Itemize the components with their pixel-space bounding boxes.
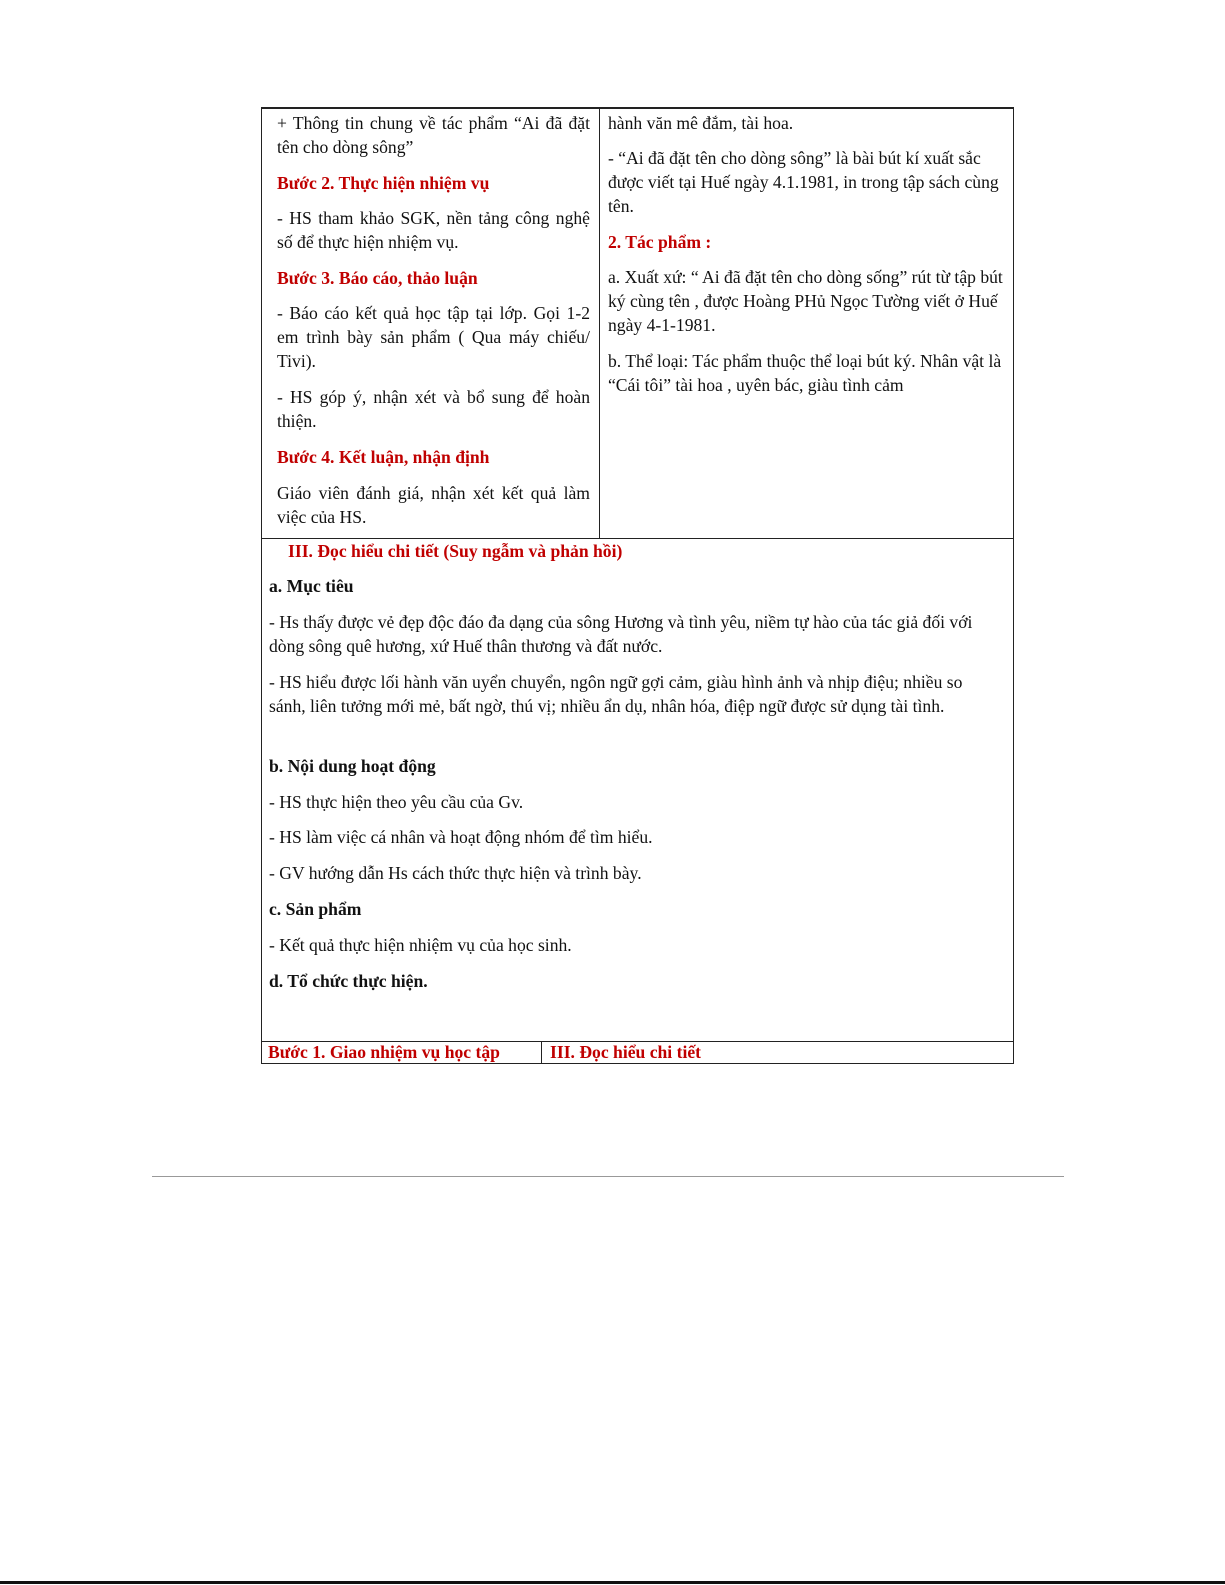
left-cell-2 xyxy=(277,206,590,254)
goal-paragraph: - Hs thấy được vẻ đẹp độc đáo đa dạng của sông Hương và tình yêu, niềm tự hào của tác giả đối với dòng sông quê hương, xứ Huế thân thương và đất nước. xyxy=(269,612,973,656)
left-cell-6 xyxy=(277,445,590,469)
left-cell-0 xyxy=(277,111,590,159)
content-table xyxy=(261,107,1014,539)
left-paragraph: Giáo viên đánh giá, nhận xét kết quả làm việc của HS. xyxy=(277,483,590,527)
page-divider xyxy=(152,1176,1064,1177)
step-heading: Bước 4. Kết luận, nhận định xyxy=(277,447,490,467)
step-heading: Bước 3. Báo cáo, thảo luận xyxy=(277,268,478,288)
bottom-table-row xyxy=(261,1041,1014,1064)
left-paragraph: + Thông tin chung về tác phẩm “Ai đã đặt tên cho dòng sông” xyxy=(277,113,590,157)
content-paragraph: - HS làm việc cá nhân và hoạt động nhóm để tìm hiểu. xyxy=(269,827,653,847)
goal-paragraph: - HS hiểu được lối hành văn uyển chuyển, ngôn ngữ gợi cảm, giàu hình ảnh và nhịp điệu; nhiều so sánh, liên tưởng mới mẻ, bất ngờ, thú vị; nhiều ẩn dụ, nhân hóa, điệp ngữ được sử dụng tài tình. xyxy=(269,672,963,716)
right-cell-1 xyxy=(608,146,1003,218)
right-cell-3 xyxy=(608,265,1003,337)
bottom-right-cell xyxy=(550,1040,701,1064)
product-paragraph: - Kết quả thực hiện nhiệm vụ của học sinh. xyxy=(269,935,572,955)
section-heading: III. Đọc hiểu chi tiết (Suy ngẫm và phản hồi) xyxy=(288,541,623,561)
right-cell-4 xyxy=(608,349,1003,397)
right-paragraph: a. Xuất xứ: “ Ai đã đặt tên cho dòng sống” rút từ tập bút ký cùng tên , được Hoàng PHủ Ngọc Tường viết ở Huế ngày 4-1-1981. xyxy=(608,267,1003,335)
left-cell-7 xyxy=(277,481,590,529)
step-heading: Bước 2. Thực hiện nhiệm vụ xyxy=(277,173,490,193)
table-right-column xyxy=(600,109,1013,538)
left-cell-4 xyxy=(277,301,590,373)
content-1-row xyxy=(269,790,993,814)
product-title: c. Sản phẩm xyxy=(269,899,362,919)
goal-title-row xyxy=(269,574,993,598)
product-1-row xyxy=(269,933,993,957)
left-paragraph: - Báo cáo kết quả học tập tại lớp. Gọi 1-2 em trình bày sản phẩm ( Qua máy chiếu/ Tivi). xyxy=(277,303,590,371)
page-bottom-border xyxy=(0,1581,1225,1584)
section-heading-works: 2. Tác phẩm : xyxy=(608,232,712,252)
bottom-separator xyxy=(541,1042,542,1063)
goal-title: a. Mục tiêu xyxy=(269,576,354,596)
goal-2-row xyxy=(269,670,993,718)
left-paragraph: - HS tham khảo SGK, nền tảng công nghệ số để thực hiện nhiệm vụ. xyxy=(277,208,590,252)
right-paragraph: hành văn mê đắm, tài hoa. xyxy=(608,113,794,133)
right-cell-2 xyxy=(608,230,1003,254)
product-title-row xyxy=(269,897,993,921)
left-cell-5 xyxy=(277,385,590,433)
right-paragraph: b. Thể loại: Tác phẩm thuộc thể loại bút ký. Nhân vật là “Cái tôi” tài hoa , uyên bác, giàu tình cảm xyxy=(608,351,1002,395)
bottom-left-cell xyxy=(268,1040,500,1064)
content-paragraph: - HS thực hiện theo yêu cầu của Gv. xyxy=(269,792,524,812)
org-title-row xyxy=(269,969,993,993)
left-cell-1 xyxy=(277,171,590,195)
section-reading-detail xyxy=(261,539,1014,1041)
content-3-row xyxy=(269,861,993,885)
content-paragraph: - GV hướng dẫn Hs cách thức thực hiện và trình bày. xyxy=(269,863,642,883)
reading-detail-heading: III. Đọc hiểu chi tiết xyxy=(550,1042,702,1062)
table-left-column xyxy=(262,109,600,538)
section-heading-row xyxy=(288,539,993,563)
goal-1-row xyxy=(269,610,993,658)
content-title: b. Nội dung hoạt động xyxy=(269,756,436,776)
left-cell-3 xyxy=(277,266,590,290)
right-cell-0 xyxy=(608,111,1003,135)
org-title: d. Tổ chức thực hiện. xyxy=(269,971,428,991)
content-2-row xyxy=(269,825,993,849)
step-1-heading: Bước 1. Giao nhiệm vụ học tập xyxy=(268,1042,500,1062)
content-title-row xyxy=(269,754,993,778)
left-paragraph: - HS góp ý, nhận xét và bổ sung để hoàn thiện. xyxy=(277,387,590,431)
right-paragraph: - “Ai đã đặt tên cho dòng sông” là bài bút kí xuất sắc được viết tại Huế ngày 4.1.1981, in trong tập sách cùng tên. xyxy=(608,148,999,216)
